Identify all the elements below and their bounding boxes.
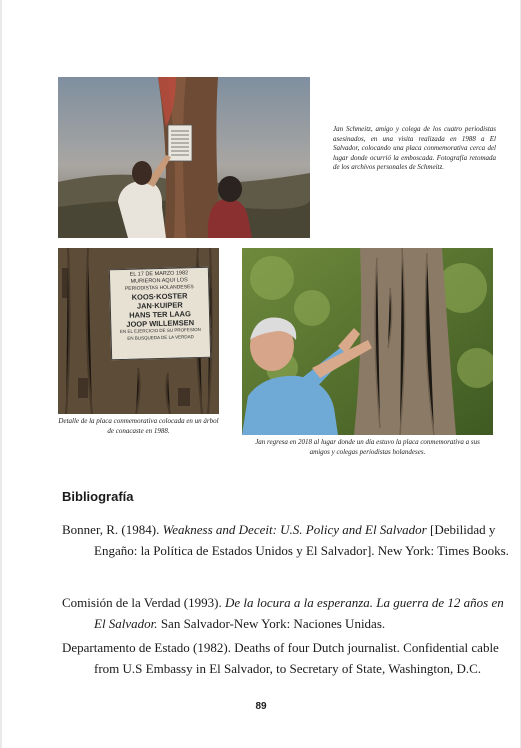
commemorative-plaque (109, 267, 211, 361)
bibliography-entry (62, 592, 514, 634)
entry-details: Deaths of four Dutch journalist. Confidential cable from U.S Embassy in El Salvador, to Secretary of State, Washington, D.C. (94, 640, 499, 676)
bibliography-entry (62, 519, 514, 561)
caption-placing-plaque: Jan Schmeitz, amigo y colega de los cuatro periodistas asesinados, en una visita realizada en 1988 a El Salvador, colocando una placa conmemorativa cerca del lugar donde ocurrió la emboscada. Fotografía retomada de los archivos personales de Schmeitz. (333, 125, 496, 172)
entry-author: Departamento de Estado (1982). (62, 640, 235, 655)
bibliography-entry (62, 637, 514, 679)
entry-author: Comisión de la Verdad (1993). (62, 595, 225, 610)
entry-details: San Salvador-New York: Naciones Unidas. (157, 616, 386, 631)
plaque-line: JAN·KUIPER (136, 300, 183, 311)
plaque-line: EN EL EJERCICIO DE SU PROFESION (119, 326, 201, 335)
caption-plaque-detail: Detalle de la placa conmemorativa colocada en un árbol de conacaste en 1988. (58, 417, 219, 435)
book-page (2, 0, 520, 748)
plaque-line: HANS TER LAAG (129, 309, 191, 320)
plaque-line: PERIODISTAS HOLANDESES (124, 284, 194, 292)
photo-jan-2018 (242, 248, 493, 435)
entry-details: [Debilidad y Engaño: la Política de Estados Unidos y El Salvador]. New York: Times Books. (94, 522, 509, 558)
plaque-line: EL 17 DE MARZO 1982 (129, 270, 189, 278)
entry-author: Bonner, R. (1984). (62, 522, 163, 537)
entry-title: De la locura a la esperanza. La guerra de 12 años en El Salvador. (94, 595, 504, 631)
plaque-line: MURIERON AQUI LOS (130, 277, 188, 285)
photo-placing-plaque (58, 77, 310, 238)
plaque-line: KOOS·KOSTER (131, 291, 188, 302)
plaque-line: JOOP WILLEMSEN (126, 318, 195, 329)
entry-title: Weakness and Deceit: U.S. Policy and El Salvador (162, 522, 427, 537)
photo-plaque-detail (58, 248, 219, 414)
caption-jan-2018: Jan regresa en 2018 al lugar donde un día estuvo la placa conmemorativa a sus amigos y colegas periodistas holandeses. (255, 438, 480, 456)
bibliography-heading: Bibliografía (62, 489, 134, 504)
plaque-line: EN BUSQUEDA DE LA VERDAD (127, 333, 194, 341)
page-number: 89 (255, 701, 267, 712)
